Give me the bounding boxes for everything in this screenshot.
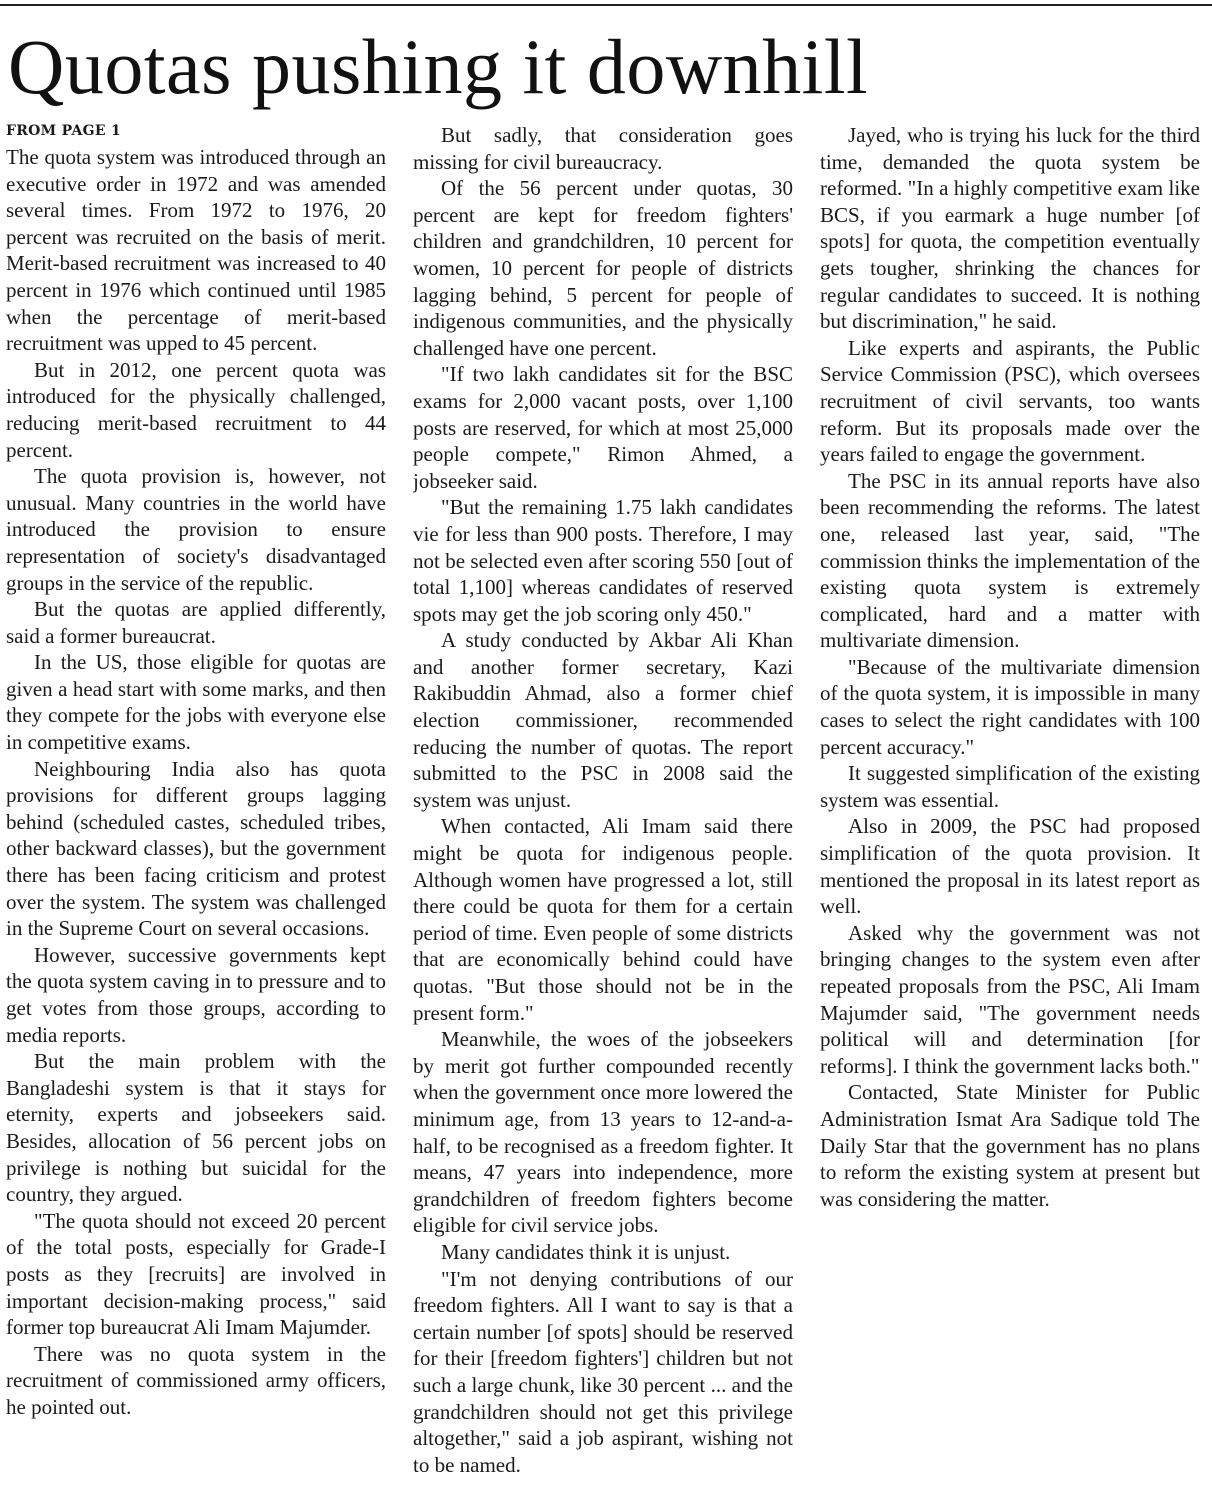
paragraph: A study conducted by Akbar Ali Khan and another former secretary, Kazi Rakibuddin Ahmad, also a former chief election commissioner, recommended reducing the number of quotas. The report submitted to the PSC in 2008 said the system was unjust. — [413, 628, 793, 812]
paragraph: Contacted, State Minister for Public Administration Ismat Ara Sadique told The Daily Star that the government has no plans to reform the existing system at present but was considering the matter. — [820, 1080, 1200, 1211]
headline: Quotas pushing it downhill — [8, 23, 869, 110]
paragraph: But the main problem with the Bangladeshi system is that it stays for eternity, experts and jobseekers said. Besides, allocation of 56 percent jobs on privilege is nothing but suicidal for the country, they argued. — [6, 1049, 386, 1207]
paragraph: Asked why the government was not bringing changes to the system even after repeated proposals from the PSC, Ali Imam Majumder said, "The government needs political will and determination [for reforms]. I think the government lacks both." — [820, 920, 1200, 1078]
column-3 — [820, 122, 1200, 1507]
kicker: FROM PAGE 1 — [6, 123, 122, 139]
paragraph: "The quota should not exceed 20 percent of the total posts, especially for Grade-I posts as they [recruits] are involved in important decision-making process," said former top bureaucrat Ali Imam Majumder. — [6, 1208, 386, 1340]
paragraph: But sadly, that consideration goes missing for civil bureaucracy. — [413, 123, 793, 174]
paragraph: In the US, those eligible for quotas are given a head start with some marks, and then they compete for the jobs with everyone else in competitive exams. — [6, 650, 386, 755]
paragraph: But the quotas are applied differently, said a former bureaucrat. — [6, 597, 386, 648]
paragraph: "If two lakh candidates sit for the BSC exams for 2,000 vacant posts, over 1,100 posts are reserved, for which at most 25,000 people compete," Rimon Ahmed, a jobseeker said. — [413, 362, 793, 493]
paragraph: The PSC in its annual reports have also been recommending the reforms. The latest one, released last year, said, "The commission thinks the implementation of the existing quota system is extremely complicated, hard and a matter with multivariate dimension. — [820, 468, 1200, 653]
paragraph: Jayed, who is trying his luck for the third time, demanded the quota system be reformed. "In a highly competitive exam like BCS, if you earmark a huge number [of spots] for quota, the competition eventually gets tougher, shrinking the chances for regular candidates to succeed. It is nothing but discrimination," he said. — [820, 123, 1200, 334]
paragraph: There was no quota system in the recruitment of commissioned army officers, he pointed out. — [6, 1341, 386, 1419]
paragraph: The quota system was introduced through an executive order in 1972 and was amended several times. From 1972 to 1976, 20 percent was recruited on the basis of merit. Merit-based recruitment was increased to 40 percent in 1976 which continued until 1985 when the percentage of merit-based recruitment was upped to 45 percent. — [6, 145, 386, 356]
paragraph: When contacted, Ali Imam said there might be quota for indigenous people. Although women have progressed a lot, still there could be quota for them for a certain period of time. Even people of some districts that are economically behind could have quotas. "But those should not be in the present form." — [413, 814, 793, 1025]
paragraph: It suggested simplification of the existing system was essential. — [820, 761, 1200, 812]
paragraph: Neighbouring India also has quota provisions for different groups lagging behind (scheduled castes, scheduled tribes, other backward classes), but the government there has been facing criticism and protest over the system. The system was challenged in the Supreme Court on several occasions. — [6, 756, 386, 941]
paragraph: "Because of the multivariate dimension of the quota system, it is impossible in many cases to select the right candidates with 100 percent accuracy." — [820, 654, 1200, 759]
paragraph: Meanwhile, the woes of the jobseekers by merit got further compounded recently when the government once more lowered the minimum age, from 13 years to 12-and-a-half, to be recognised as a freedom fighter. It means, 47 years into independence, more grandchildren of freedom fighters become eligible for civil service jobs. — [413, 1027, 793, 1238]
paragraph: "But the remaining 1.75 lakh candidates vie for less than 900 posts. Therefore, I may not be selected even after scoring 550 [out of total 1,100] whereas candidates of reserved spots may get the job scoring only 450." — [413, 495, 793, 626]
paragraph: Like experts and aspirants, the Public Service Commission (PSC), which oversees recruitment of civil servants, too wants reform. But its proposals made over the years failed to engage the government. — [820, 335, 1200, 467]
paragraph: But in 2012, one percent quota was introduced for the physically challenged, reducing merit-based recruitment to 44 percent. — [6, 357, 386, 462]
paragraph: "I'm not denying contributions of our freedom fighters. All I want to say is that a certain number [of spots] should be reserved for their [freedom fighters'] children but not such a large chunk, like 30 percent ... and the grandchildren should not get this privilege altogether," said a job aspirant, wishing not to be named. — [413, 1266, 793, 1477]
paragraph: Also in 2009, the PSC had proposed simplification of the quota provision. It mentioned the proposal in its latest report as well. — [820, 814, 1200, 919]
paragraph: Many candidates think it is unjust. — [441, 1239, 731, 1264]
column-1 — [6, 120, 386, 1505]
paragraph: Of the 56 percent under quotas, 30 percent are kept for freedom fighters' children and grandchildren, 10 percent for women, 10 percent for people of districts lagging behind, 5 percent for people of indigenous communities, and the physically challenged have one percent. — [413, 176, 793, 360]
paragraph: The quota provision is, however, not unusual. Many countries in the world have introduced the provision to ensure representation of society's disadvantaged groups in the service of the republic. — [6, 464, 386, 595]
column-2 — [413, 122, 793, 1507]
paragraph: However, successive governments kept the quota system caving in to pressure and to get votes from those groups, according to media reports. — [6, 942, 386, 1047]
top-rule — [0, 4, 1212, 6]
